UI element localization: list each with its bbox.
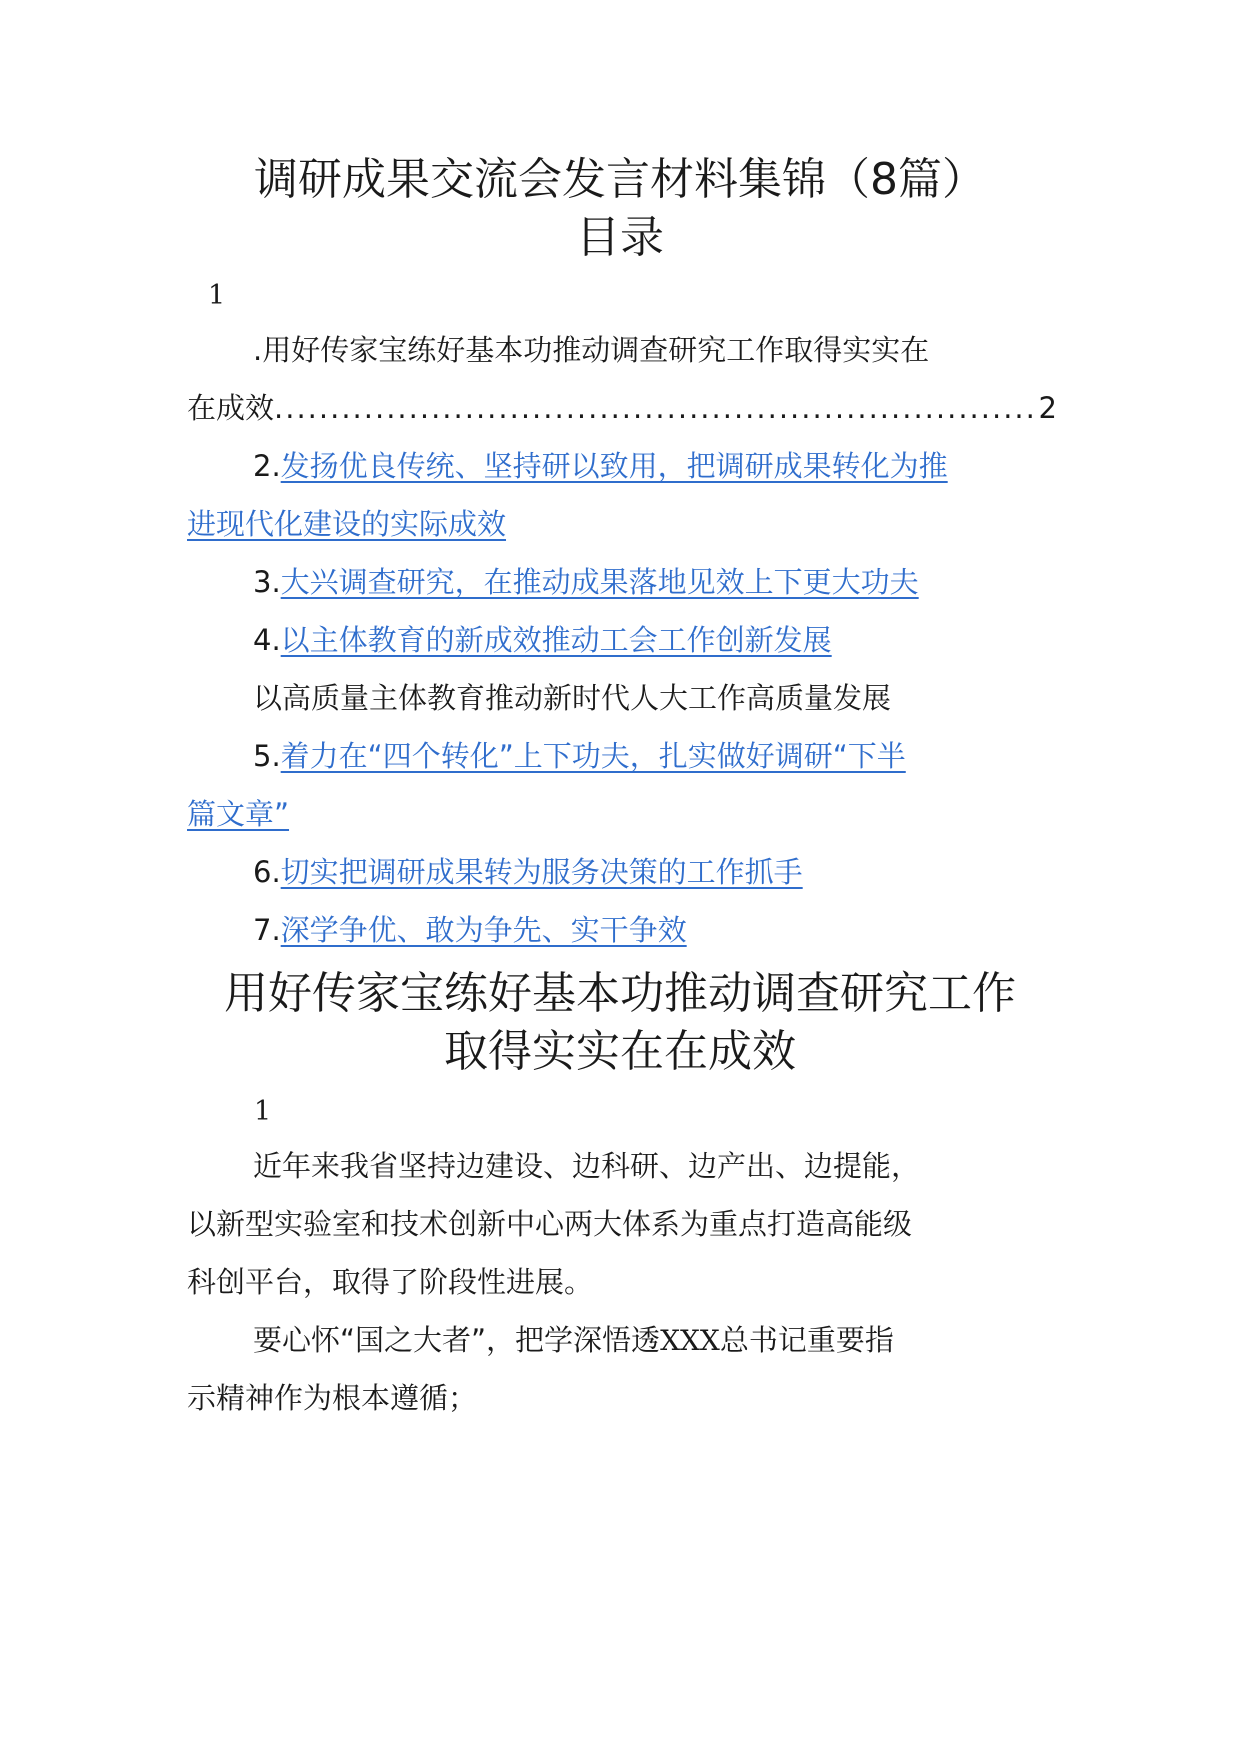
toc-item-1-line-1: .用好传家宝练好基本功推动调查研究工作取得实实在 bbox=[253, 333, 930, 367]
toc-heading: 目录 bbox=[576, 212, 664, 263]
toc-item-2-link-cont[interactable]: 进现代化建设的实际成效 bbox=[187, 507, 507, 541]
toc-item-7-link[interactable]: 深学争优、敢为争先、实干争效 bbox=[280, 913, 687, 947]
paragraph-2-text-c: 总书记重要指 bbox=[719, 1323, 894, 1357]
toc-item-7[interactable] bbox=[253, 908, 1057, 952]
toc-item-6-link[interactable]: 切实把调研成果转为服务决策的工作抓手 bbox=[280, 855, 803, 889]
paragraph-1-line-2: 以新型实验室和技术创新中心两大体系为重点打造高能级 bbox=[187, 1207, 913, 1241]
toc-item-1-text: 在成效 bbox=[187, 391, 275, 425]
toc-item-2-link[interactable]: 发扬优良传统、坚持研以致用，把调研成果转化为推 bbox=[280, 449, 948, 483]
toc-item-5-link[interactable]: 着力在“四个转化”上下功夫，扎实做好调研“下半 bbox=[280, 739, 906, 773]
paragraph-2-text-a: 要心怀“国之大者”，把学深悟透 bbox=[253, 1323, 661, 1357]
toc-item-2[interactable] bbox=[253, 444, 1057, 488]
toc-item-7-number: 7. bbox=[253, 913, 281, 947]
toc-item-5-number: 5. bbox=[253, 739, 281, 773]
toc-dot-leader bbox=[274, 386, 1039, 430]
toc-item-4[interactable] bbox=[253, 618, 1057, 662]
toc-item-5-line-2[interactable] bbox=[187, 792, 1057, 836]
paragraph-1-line-1: 近年来我省坚持边建设、边科研、边产出、边提能， bbox=[253, 1149, 921, 1183]
toc-item-4-link[interactable]: 以主体教育的新成效推动工会工作创新发展 bbox=[280, 623, 832, 657]
article-title-line-1: 用好传家宝练好基本功推动调查研究工作 bbox=[224, 968, 1016, 1019]
toc-item-2-line-2[interactable] bbox=[187, 502, 1057, 546]
toc-first-number: 1 bbox=[208, 280, 226, 311]
toc-plain-item: 以高质量主体教育推动新时代人大工作高质量发展 bbox=[253, 681, 892, 715]
article-section-number: 1 bbox=[254, 1096, 272, 1127]
document-title: 调研成果交流会发言材料集锦（8篇） bbox=[254, 154, 986, 205]
toc-item-1-line-2 bbox=[187, 386, 1057, 430]
toc-item-6-number: 6. bbox=[253, 855, 281, 889]
toc-item-5-link-cont[interactable]: 篇文章” bbox=[187, 797, 290, 831]
article-title-line-2: 取得实实在在成效 bbox=[444, 1026, 796, 1077]
toc-item-3-link[interactable]: 大兴调查研究，在推动成果落地见效上下更大功夫 bbox=[280, 565, 919, 599]
toc-item-2-number: 2. bbox=[253, 449, 281, 483]
toc-item-5[interactable] bbox=[253, 734, 1057, 778]
paragraph-2-line-1 bbox=[253, 1318, 1057, 1363]
paragraph-2-line-2: 示精神作为根本遵循； bbox=[187, 1381, 478, 1415]
toc-item-3-number: 3. bbox=[253, 565, 281, 599]
toc-item-1-page: 2 bbox=[1038, 391, 1057, 425]
paragraph-1-line-3: 科创平台，取得了阶段性进展。 bbox=[187, 1265, 594, 1299]
paragraph-2-placeholder-name: XXX bbox=[660, 1324, 720, 1357]
toc-item-4-number: 4. bbox=[253, 623, 281, 657]
toc-item-3[interactable] bbox=[253, 560, 1057, 604]
toc-item-6[interactable] bbox=[253, 850, 1057, 894]
